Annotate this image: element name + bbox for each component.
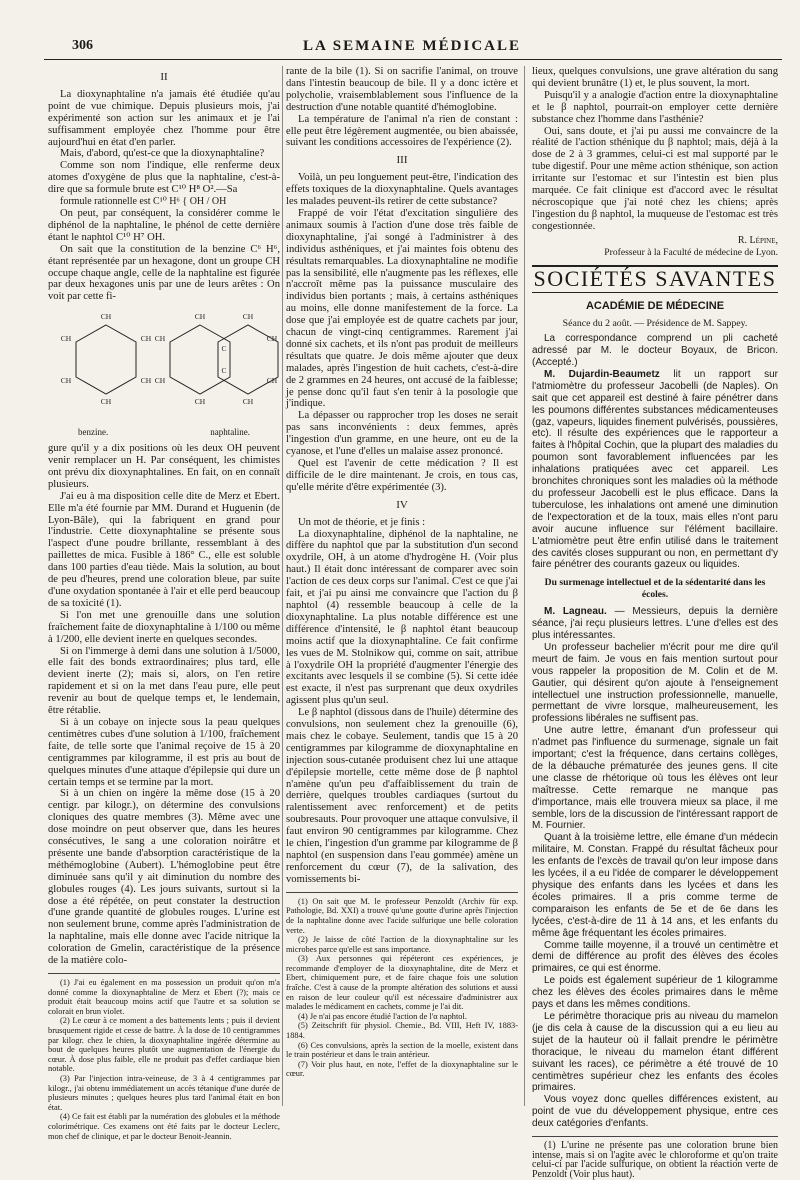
paragraph: Si l'on met une grenouille dans une solution fraîchement faite de dioxynaphtaline à 1/100 ou même à 1/200, elle devient inerte en quelques secondes.	[48, 609, 280, 645]
section-number: II	[160, 71, 168, 83]
atom-label: CH	[266, 334, 278, 344]
paragraph: Un professeur bachelier m'écrit pour me dire qu'il meurt de faim. Je vous en fais mention surtout pour vous rappeler la proposition de M. Colin et de M. Gautier, qui désirent qu'on ajoute à l'enseignement intellectuel une instruction professionnelle, manuelle, permettant de vivre lorsque, malheureusement, les professions libérales ne suffisent pas.	[532, 641, 778, 725]
atom-label: CH	[154, 334, 166, 344]
footnote: (3) Par l'injection intra-veineuse, de 3 à 4 centigrammes par kilogr., j'ai obtenu immédiatement un accès tétanique d'une durée de plusieurs minutes ; quelques heures plus tard l'animal était en bon état.	[48, 1073, 280, 1112]
footnote: (1) L'urine ne présente pas une coloration brune bien intense, mais si on l'agite avec le chloroforme et qu'on traite celui-ci par l'acide sulfurique, on obtient la réaction verte de Penzoldt (Voir plus haut).	[532, 1140, 778, 1180]
author-signature: R. Lépine,	[737, 234, 778, 246]
paragraph: Un mot de théorie, et je finis :	[298, 516, 426, 528]
diagram-captions	[48, 427, 280, 439]
caption-benzine: benzine.	[78, 427, 109, 438]
paragraph-text: — Messieurs, depuis la dernière séance, j'ai reçu plusieurs lettres. L'une d'elles est des plus intéressantes.	[532, 606, 778, 641]
paragraph: Vous voyez donc quelles différences existent, au point de vue du développement physique, entre ces deux catégories d'enfants.	[532, 1094, 778, 1130]
atom-label: CH	[140, 376, 152, 386]
paragraph: lieux, quelques convulsions, une grave altération du sang qui devient brunâtre (1) et, le plus souvent, la mort.	[532, 66, 778, 89]
paragraph: Le β naphtol (dissous dans de l'huile) détermine des convulsions, non seulement chez la grenouille (6), mais chez le cobaye. Seulement, tandis que 15 à 20 centigrammes par kilogramme de dioxynaphtaline en injection sous-cutanée produisent chez lui une attaque d'épilepsie mortelle, cette même dose de β naphtol n'amène qu'un peu d'affaiblissement du train de derrière, quelques troubles cardiaques (surtout du ralentissement avec renforcement) et de petits soubresauts. Pour provoquer une attaque convulsive, il faut environ 90 centigrammes par kilogramme. Chez le chien, l'ingestion d'un gramme par kilogramme de β naphtol (en suspension dans l'eau gommée) amène un renforcement du cœur (7), de la salivation, des vomissements bi-	[286, 707, 518, 885]
page-number: 306	[72, 38, 93, 53]
footnote: (3) Aux personnes qui répéteront ces expériences, je recommande d'employer de la dioxynaphtaline, dite de Merz et Ebert, chimiquement pure, et de faire chaque fois une solution fraîche. C'est à cause de la prompte altération des solutions et aussi en raison de leur couleur qu'il est nécessaire d'administrer aux malades le médicament en cachets, comme je l'ai dit.	[286, 954, 518, 1012]
column-right	[532, 66, 778, 1180]
paragraph: La correspondance comprend un pli cacheté adressé par M. le docteur Boyaux, de Bricon. (Accepté.)	[532, 333, 778, 369]
benzene-naphthalene-diagram	[48, 307, 280, 425]
atom-label: CH	[100, 312, 112, 322]
running-header	[44, 38, 780, 58]
caption-naphtaline: naphtaline.	[210, 427, 250, 438]
paragraph: La dioxynaphtaline, diphénol de la naphtaline, ne diffère du naphtol que par la substitution d'un second oxydrile, OH, à un atome d'hydrogène H. (Voir plus haut.) Il était donc intéressant de comparer avec soin l'action de ces deux corps sur l'animal. C'est ce que j'ai fait, et j'ai pu ainsi me convaincre que l'action du β naphtol (4) ressemble beaucoup à celle de la dioxynaphtaline. La plus notable différence est une différence d'intensité, le β naphtol étant beaucoup moins actif que la dioxynaphtaline. Ce fait confirme les vues de M. Stolnikow qui, comme on sait, attribue à l'oxydrile OH la propriété d'augmenter l'énergie des excitants avec lesquels il se combine (5). Si cette idée est exacte, il n'est pas surprenant que deux oxydriles agissent plus qu'un seul.	[286, 528, 518, 707]
speaker-name: M. Dujardin-Beaumetz	[544, 368, 660, 380]
paragraph: rante de la bile (1). Si on sacrifie l'animal, on trouve dans l'intestin beaucoup de bile. Il y a donc ictère et polycholie, vraisemblablement sous l'influence de la destruction d'une notable quantité d'hémoglobine.	[286, 66, 518, 113]
paragraph: Comme taille moyenne, il a trouvé un centimètre et demi de différence au profit des élèves des écoles primaires, ce qui est énorme.	[532, 939, 778, 975]
paragraph: On peut, par conséquent, la considérer comme le diphénol de la naphtaline, le phénol de cette dernière étant le naphtol C¹⁰ H⁷ OH.	[48, 207, 280, 243]
paragraph: Quel est l'avenir de cette médication ? Il est difficile de le dire maintenant. Je crois, en tous cas, qu'elle mérite d'être expérimentée (3).	[286, 458, 518, 493]
subsection-title: Du surmenage intellectuel et de la sédentarité dans les écoles.	[544, 577, 766, 601]
footnote: (1) J'ai eu également en ma possession un produit qu'on m'a donné comme la dioxynaphtaline de Merz et Ebert (?); mais ce produit était beaucoup moins actif que l'autre et sa solution se colorait en brun violet.	[48, 978, 280, 1016]
column-divider	[524, 66, 525, 1106]
paragraph: Voilà, un peu longuement peut-être, l'indication des effets toxiques de la dioxynaphtaline. Quels avantages les malades peuvent-ils retirer de cette substance?	[286, 172, 518, 208]
paragraph: Si à un cobaye on injecte sous la peau quelques centimètres cubes d'une solution à 1/100, fraîchement faite, de telle sorte que l'animal reçoive de 15 à 20 centigrammes par kilogramme, il est pris au bout de quelques minutes d'une attaque d'épilepsie qui dure un certain temps et se termine par la mort.	[48, 716, 280, 788]
footnote: (4) Ce fait est établi par la numération des globules et la méthode colorimétrique. Ces examens ont été faits par le docteur Leclerc, mon chef de clinique, et par le docteur Benoit-Jeannin.	[48, 1112, 280, 1141]
paragraph: Le poids est également supérieur de 1 kilogramme chez les élèves des écoles primaires dans le même pays et dans les mêmes conditions.	[532, 975, 778, 1011]
paragraph-text: lit un rapport sur l'atmiomètre du professeur Jacobelli (de Naples). On sait que cet appareil est destiné à faire pénétrer dans les poumons différentes substances médicamenteuses (gaz, vapeurs, liquides finement pulvérisés, poussières, etc). Il résulte des expériences que le rapporteur a faites à l'hôpital Cochin, que la plupart des maladies du poumon sont favorablement influencées par les inhalations pratiquées avec cet appareil. Les bronchites chroniques sont les maladies où la méthode du professeur Jacobelli est le plus efficace. Dans la tuberculose, les inhalations ont amené une diminution de l'expectoration et de la toux, mais elles n'ont paru avoir aucune influence sur l'élément bacillaire. L'atmiomètre peut être enfin utilisé dans le traitement des cavités closes suppurant ou non, en permettant d'y faire pénétrer des courants gazeux ou liquides.	[532, 368, 778, 571]
paragraph: La dioxynaphtaline n'a jamais été étudiée qu'au point de vue chimique. Depuis plusieurs mois, j'ai expérimenté son action sur les animaux et je l'ai suffisamment employée chez l'homme pour être aujourd'hui en état d'en parler.	[48, 88, 280, 148]
atom-label: CH	[266, 376, 278, 386]
academie-heading: ACADÉMIE DE MÉDECINE	[585, 300, 725, 313]
footnote: (4) Je n'ai pas encore étudié l'action de l'α naphtol.	[298, 1011, 467, 1021]
footnote: (2) Le cœur à ce moment a des battements lents ; puis il devient brusquement rigide et cesse de battre. À la dose de 10 centigrammes par kilogr. chez le chien, la dioxynaphtaline ingérée détermine au bout de quelques heures plutôt une augmentation de l'énergie du cœur. À dose plus faible, elle ne produit pas d'effet cardiaque bien notable.	[48, 1016, 280, 1074]
naphthalene-ring-left	[170, 325, 230, 394]
author-title: Professeur à la Faculté de médecine de Lyon.	[604, 246, 778, 258]
footnote-rule	[532, 1136, 778, 1137]
footnote: (1) On sait que M. le professeur Penzoldt (Archiv für exp. Pathologie, Bd. XXI) a trouvé qu'une goutte d'urine après l'injection de la naphtaline donne avec l'acide sulfurique une belle coloration verte.	[286, 896, 518, 935]
speaker-name: M. Lagneau.	[544, 606, 607, 618]
atom-label: C	[221, 366, 227, 376]
paragraph: La température de l'animal n'a rien de constant : elle peut être légèrement augmentée, ou bien abaissée, suivant les conditions accessoires de l'expérience (2).	[286, 113, 518, 149]
chemical-formula: formule rationnelle est C¹⁰ H⁶ { OH / OH	[60, 196, 227, 208]
paragraph-dujardin	[532, 369, 778, 571]
header-rule	[44, 59, 782, 60]
paragraph: Le périmètre thoracique pris au niveau du mamelon (je dis cela à cause de la discussion qui a eu lieu au sujet de la hauteur où il fallait prendre le périmètre thoracique, le niveau du mamelon étant différent suivant les races), ce périmètre a été trouvé de 10 centimètres supérieur chez les enfants des écoles primaires.	[532, 1010, 778, 1094]
section-number: III	[396, 154, 408, 167]
paragraph: Quant à la troisième lettre, elle émane d'un médecin militaire, M. Constan. Frappé du résultat fâcheux pour les enfants de l'excès de travail qu'on leur impose dans les lycées, il a eu l'idée de comparer le développement physique des enfants dans les lycées et dans les écoles primaires. Il a pris comme terme de comparaison les enfants de 5e et de 6e dans les lycées, c'est-à-dire de 11 à 14 ans, et les enfants du même âge fréquentant les écoles primaires.	[532, 832, 778, 939]
column-middle	[286, 66, 518, 1106]
paragraph: Mais, d'abord, qu'est-ce que la dioxynaphtaline?	[60, 148, 265, 160]
benzene-ring	[76, 325, 136, 394]
atom-label: CH	[140, 334, 152, 344]
footnote-rule	[286, 892, 518, 893]
atom-label: CH	[242, 397, 254, 407]
paragraph: Puisqu'il y a analogie d'action entre la dioxynaphtaline et le β naphtol, pourrait-on employer cette dernière substance chez l'homme dans l'asthénie?	[532, 89, 778, 125]
seance-line: Séance du 2 août. — Présidence de M. Sappey.	[562, 318, 748, 330]
paragraph: La dépasser ou rapprocher trop les doses ne serait pas sans inconvénients : deux femmes, après l'ingestion d'un gramme, en une heure, ont eu de la cyanose, et l'une d'elles un malaise assez prononcé.	[286, 410, 518, 458]
atom-label: C	[221, 344, 227, 354]
footnote: (6) Ces convulsions, après la section de la moelle, existent dans le train postérieur et dans le train antérieur.	[286, 1040, 518, 1060]
paragraph: Oui, sans doute, et j'ai pu aussi me convaincre de la réalité de l'action sthénique du β naphtol; mais, déjà à la dose de 2 à 3 grammes, celui-ci est mal supporté par le tube digestif. Pour une même action sthénique, son action irritante sur l'estomac et sur l'intestin est bien plus marquée. Ce fait clinique est d'accord avec le résultat nécroscopique que j'ai noté chez les chiens; après l'ingestion du β naphtol, la muqueuse de l'estomac est très congestionnée.	[532, 125, 778, 232]
paragraph: J'ai eu à ma disposition celle dite de Merz et Ebert. Elle m'a été fournie par MM. Durand et Huguenin (de Lyon-Bâle), qui la fabriquent en grand pour l'industrie. Cette dioxynaphtaline se présente sous l'aspect d'une poudre brillante, ressemblant à des paillettes de mica. Fusible à 186° C., elle est soluble dans 100 parties d'eau tiède. Mais la solution, au bout de peu d'heures, prend une coloration bleue, par suite d'une oxydation spontanée à l'air et elle perd beaucoup de sa toxicité (1).	[48, 490, 280, 609]
footnote: (5) Zeitschrift für physiol. Chemie., Bd. VIII, Heft IV, 1883-1884.	[286, 1021, 518, 1041]
footnote: (7) Voir plus haut, en note, l'effet de la dioxynaphtaline sur le cœur.	[286, 1059, 518, 1079]
section-number: IV	[396, 498, 408, 511]
footnote-rule	[48, 973, 280, 974]
footnote: (2) Je laisse de côté l'action de la dioxynaphtaline sur les microbes parce qu'elle est sans importance.	[286, 935, 518, 954]
atom-label: CH	[100, 397, 112, 407]
atom-label: CH	[60, 334, 72, 344]
atom-label: CH	[242, 312, 254, 322]
journal-title: LA SEMAINE MÉDICALE	[302, 38, 522, 54]
atom-label: CH	[194, 397, 206, 407]
paragraph: Si à un chien on ingère la même dose (15 à 20 centigr. par kilogr.), on détermine des convulsions cloniques des quatre membres (3). Même avec une dose moindre on peut observer que, dans les heures consécutives, le sang a une coloration noirâtre et présente une bande d'absorption caractéristique de la méthémoglobine (Aubert). L'hémoglobine peut être diminuée sans qu'il y ait diminution du nombre des globules rouges (4). Les jours suivants, surtout si la dose a été répétée, on peut constater la destruction d'une grande quantité de globules rouges. L'urine est non seulement brune, comme après l'administration de la naphtaline, mais elle donne avec l'acide nitrique la coloration de Gmelin, caractéristique de la présence de la matière colo-	[48, 788, 280, 967]
atom-label: CH	[194, 312, 206, 322]
paragraph: Si on l'immerge à demi dans une solution à 1/5000, elle fait des bonds extraordinaires; plus tard, elle devient inerte (2); mais si, alors, on l'en retire rapidement et si on la met dans l'eau pure, elle peut revenir au bout de quelque temps et, le lendemain, être rétablie.	[48, 645, 280, 717]
paragraph: gure qu'il y a dix positions où les deux OH peuvent venir remplacer un H. Par conséquent, les chimistes ont prévu dix dioxynaphtalines. En fait, on en connaît plusieurs.	[48, 443, 280, 490]
paragraph: Une autre lettre, émanant d'un professeur qui n'admet pas l'influence du surmenage, signale un fait important; c'est la fréquence, dans certains collèges, de la débauche prématurée des jeunes gens. Il cite une classe de rhétorique où tous les élèves ont leur maîtresse. Cette remarque ne manque pas d'importance, mais elle trouvera mieux sa place, il me semble, lors de la discussion de l'intéressant rapport de M. Fournier.	[532, 725, 778, 832]
column-left	[48, 66, 280, 1141]
section-heading-societes: SOCIÉTÉS SAVANTES	[533, 265, 777, 291]
paragraph: Frappé de voir l'état d'excitation singulière des animaux soumis à l'action d'une dose très faible de dioxynaphtaline, j'ai songé à l'administrer à des individus asthéniques, et j'ai maintes fois obtenu des résultats remarquables. La dioxynaphtaline ne modifie pas la sensibilité, elle n'augmente pas les réflexes, elle n'accroît même pas la puissance musculaire des individus bien portants ; mais, à certains asthéniques au moins, elle donne manifestement de la force. La dose que j'ai employée est de quatre cachets par jour, chacun de vingt-cinq centigrammes. Rarement j'ai donné six cachets, et ils n'ont pas produit de meilleurs résultats que quatre. Je dois même ajouter que deux malades, après l'ingestion de huit cachets, c'est-à-dire de 2 grammes en 24 heures, ont accusé de la faiblesse; je pense donc qu'il faut s'en tenir à la posologie que j'indique.	[286, 207, 518, 410]
column-divider	[282, 66, 283, 1106]
paragraph-lagneau	[532, 606, 778, 642]
atom-label: CH	[60, 376, 72, 386]
section-rule	[532, 292, 778, 293]
atom-label: CH	[154, 376, 166, 386]
paragraph: Comme son nom l'indique, elle renferme deux atomes d'oxygène de plus que la naphtaline, c'est-à-dire que sa formule brute est C¹⁰ H⁸ O².—Sa	[48, 160, 280, 196]
paragraph: On sait que la constitution de la benzine C⁶ H⁶, étant représentée par un hexagone, dont un groupe CH occupe chaque angle, celle de la naphtaline est figurée par deux hexagones unis par une de leurs arêtes : On voit par cette fi-	[48, 243, 280, 303]
